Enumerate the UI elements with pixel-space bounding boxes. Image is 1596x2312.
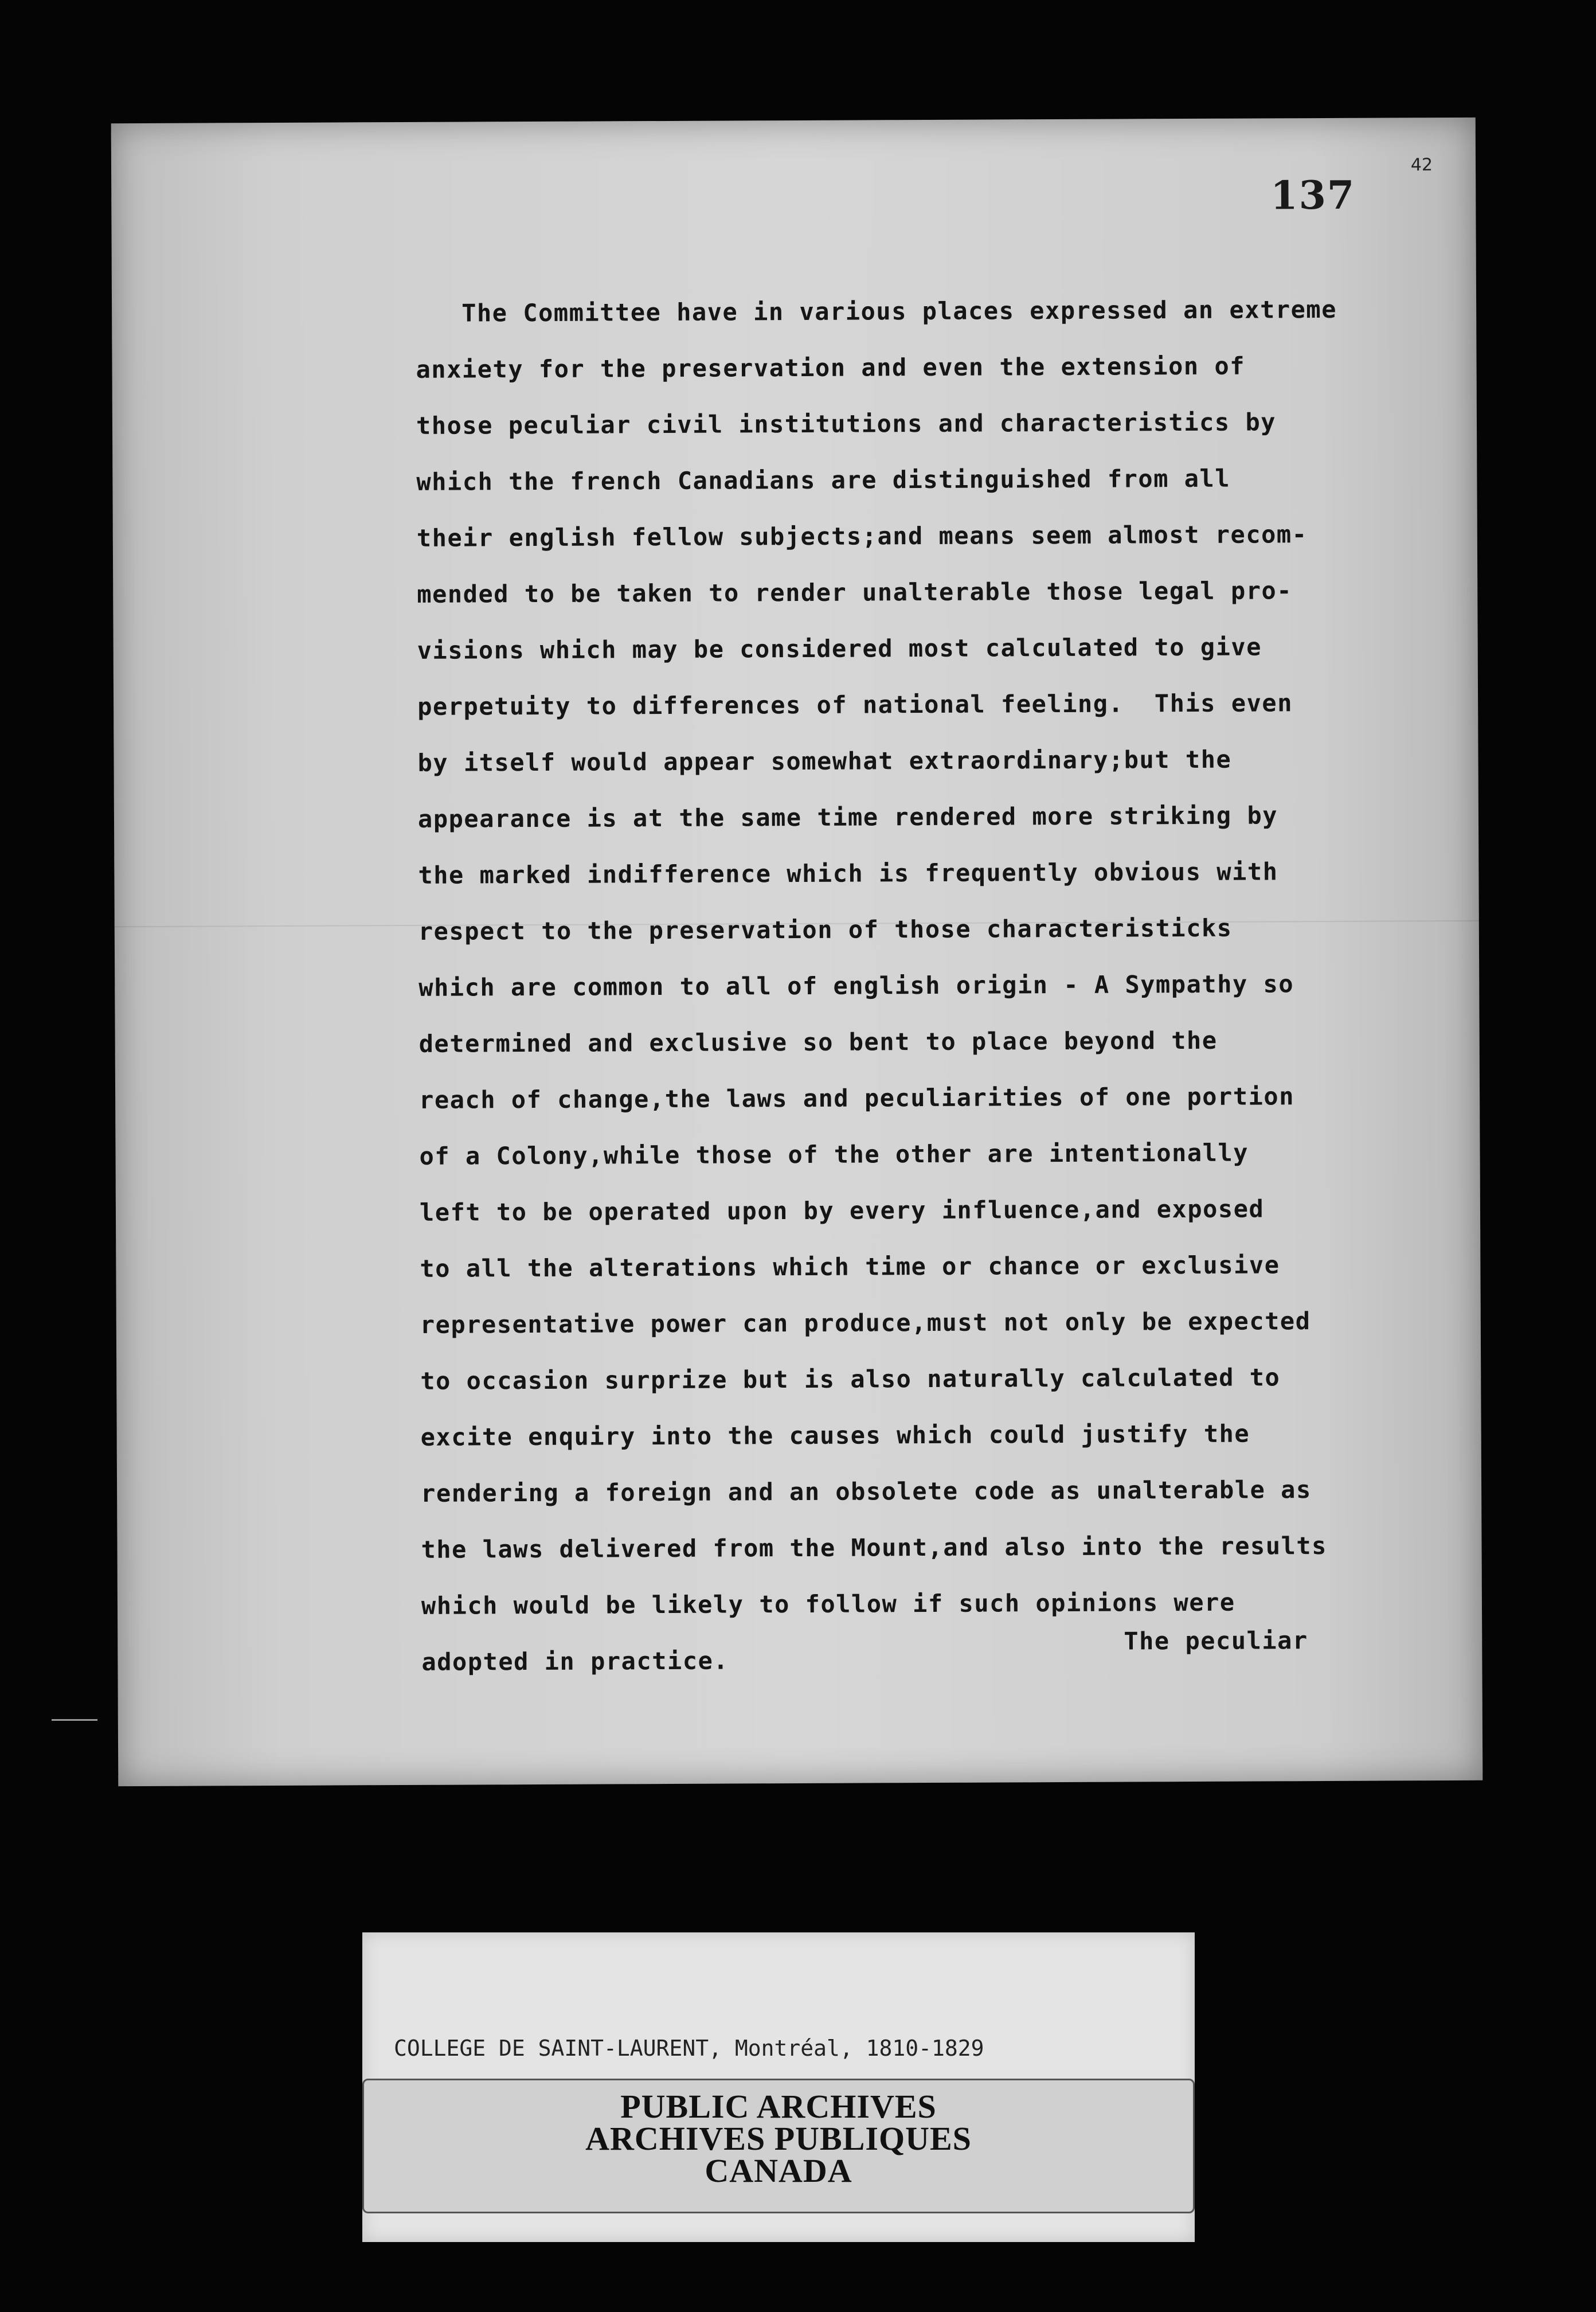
stamp-line-french: ARCHIVES PUBLIQUES bbox=[585, 2120, 972, 2157]
text-line: which would be likely to follow if such opinions were bbox=[421, 1588, 1235, 1620]
caption-title: COLLEGE DE SAINT-LAURENT, Montréal, 1810-1829 bbox=[394, 2036, 984, 2061]
text-line: the marked indifference which is frequently obvious with bbox=[418, 857, 1278, 889]
text-line: anxiety for the preservation and even the extension of bbox=[416, 352, 1246, 384]
text-line: by itself would appear somewhat extraordinary;but the bbox=[417, 745, 1232, 777]
archives-stamp bbox=[362, 2079, 1195, 2213]
stamp-line-english: PUBLIC ARCHIVES bbox=[620, 2088, 937, 2125]
text-line: the laws delivered from the Mount,and also into the results bbox=[421, 1531, 1328, 1564]
text-line: to all the alterations which time or chance or exclusive bbox=[420, 1251, 1280, 1283]
text-line: appearance is at the same time rendered more striking by bbox=[417, 801, 1278, 833]
text-line: which the french Canadians are distinguished from all bbox=[416, 464, 1231, 496]
text-line: left to be operated upon by every influence,and exposed bbox=[419, 1194, 1265, 1227]
archive-label bbox=[362, 1932, 1195, 2242]
frame-mark bbox=[52, 1719, 97, 1721]
text-line: determined and exclusive so bent to place beyond the bbox=[418, 1026, 1218, 1058]
body-text bbox=[416, 281, 1511, 1690]
text-line: rendering a foreign and an obsolete code as unalterable as bbox=[421, 1475, 1312, 1508]
stamp-text bbox=[364, 2088, 1193, 2189]
stamp-line-country: CANADA bbox=[705, 2152, 852, 2189]
text-line: reach of change,the laws and peculiarities of one portion bbox=[419, 1082, 1295, 1114]
catchword: The peculiar bbox=[1124, 1626, 1308, 1655]
text-line: representative power can produce,must not only be expected bbox=[420, 1307, 1311, 1339]
text-line: which are common to all of english origin - A Sympathy so bbox=[418, 970, 1294, 1002]
text-line: perpetuity to differences of national feeling. This even bbox=[417, 689, 1293, 721]
text-line: their english fellow subjects;and means seem almost recom- bbox=[416, 520, 1308, 552]
text-line: The Committee have in various places expressed an extreme bbox=[461, 295, 1337, 327]
text-line: adopted in practice. bbox=[421, 1646, 729, 1676]
secondary-folio-number: 42 bbox=[1410, 155, 1433, 175]
text-line: respect to the preservation of those characteristicks bbox=[418, 913, 1233, 946]
text-line: visions which may be considered most calculated to give bbox=[417, 632, 1262, 665]
folio-number: 137 bbox=[1270, 172, 1356, 219]
text-line: to occasion surprize but is also naturally calculated to bbox=[420, 1363, 1281, 1395]
typescript-page bbox=[111, 118, 1483, 1786]
text-line: excite enquiry into the causes which could justify the bbox=[420, 1419, 1250, 1451]
text-line: mended to be taken to render unalterable those legal pro- bbox=[417, 576, 1293, 608]
text-line: of a Colony,while those of the other are intentionally bbox=[419, 1138, 1249, 1170]
text-line: those peculiar civil institutions and characteristics by bbox=[416, 408, 1277, 440]
